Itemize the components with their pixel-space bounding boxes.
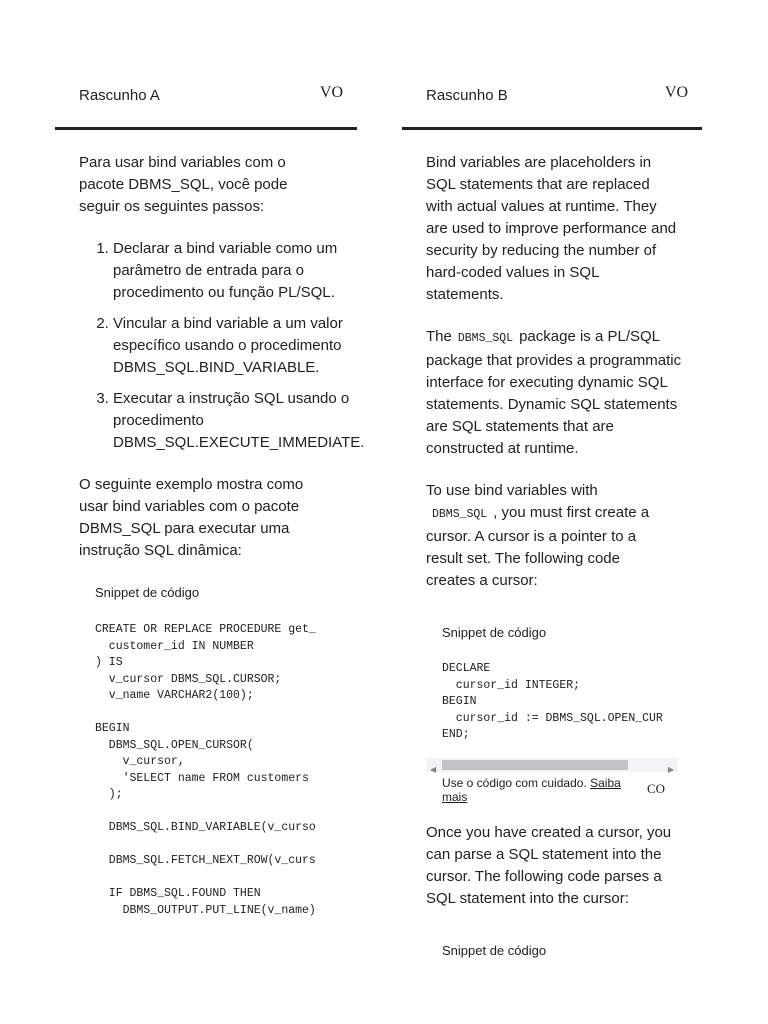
step-item: 2. Vincular a bind variable a um valor específico usando o procedimento DBMS_SQL.BIND_VARIABLE.	[113, 313, 343, 379]
draft-b-snippet-label: Snippet de código	[442, 625, 547, 640]
para3-suffix: , you must first create a cursor. A cursor is a pointer to a result set. The following code creates a cursor:	[426, 504, 650, 589]
code-horizontal-scrollbar[interactable]	[426, 758, 678, 772]
draft-b-code-block: DECLARE cursor_id INTEGER; BEGIN cursor_id := DBMS_SQL.OPEN_CUR END;	[442, 662, 663, 741]
copy-code-button[interactable]: CO	[647, 780, 666, 796]
draft-a-intro: Para usar bind variables com o pacote DBMS_SQL, você pode seguir os seguintes passos:	[79, 154, 288, 215]
draft-b-tag: VO	[664, 84, 688, 101]
scroll-right-icon[interactable]: ▶	[667, 764, 674, 774]
draft-a-content	[79, 152, 365, 919]
para2-suffix: package is a PL/SQL package that provides a programmatic interface for executing dynamic SQL statements. Dynamic SQL statements are SQL statements that are constructed at runtime.	[426, 328, 682, 457]
para2-prefix: The	[426, 328, 452, 345]
draft-b-title: Rascunho B	[426, 87, 508, 104]
inline-code: DBMS_SQL	[432, 508, 488, 521]
draft-b-para1: Bind variables are placeholders in SQL statements that are replaced with actual values at runtime. They are used to improve performance and security by reducing the number of hard-coded values in SQL statements.	[426, 154, 677, 303]
draft-a-tag: VO	[319, 84, 343, 101]
draft-a-steps	[79, 238, 365, 454]
draft-a-code-block: CREATE OR REPLACE PROCEDURE get_ customer_id IN NUMBER ) IS v_cursor DBMS_SQL.CURSOR; v_name VARCHAR2(100); BEGIN DBMS_SQL.OPEN_CURSOR( v_cursor, 'SELECT name FROM customers ); DBMS_SQL.BIND_VARIABLE(v_curso DBMS_SQL.FETCH_NEXT_ROW(v_curs IF DBMS_SQL.FOUND THEN DBMS_OUTPUT.PUT_LINE(v_name)	[95, 623, 316, 917]
draft-b-snippet-label-2: Snippet de código	[442, 942, 547, 958]
draft-a-example-intro: O seguinte exemplo mostra como usar bind variables com o pacote DBMS_SQL para executar uma instrução SQL dinâmica:	[79, 476, 304, 559]
caution-label: Use o código com cuidado.	[442, 775, 587, 790]
draft-b-para4: Once you have created a cursor, you can parse a SQL statement into the cursor. The following code parses a SQL statement into the cursor:	[426, 823, 672, 907]
scroll-left-icon[interactable]: ◀	[430, 764, 437, 774]
code-caution-row	[442, 776, 702, 804]
step-item: 1. Declarar a bind variable como um parâmetro de entrada para o procedimento ou função PL/SQL.	[113, 238, 343, 304]
learn-more-link[interactable]: Saiba mais	[442, 775, 621, 804]
draft-b-header[interactable]	[426, 86, 702, 106]
draft-a-header[interactable]	[79, 86, 357, 106]
inline-code: DBMS_SQL	[457, 332, 514, 345]
draft-b-para2	[426, 326, 682, 460]
draft-b-para3	[426, 480, 666, 592]
scroll-thumb[interactable]	[442, 760, 628, 770]
para3-prefix: To use bind variables with	[426, 482, 598, 499]
draft-b-selected-underline	[402, 127, 702, 130]
draft-a-snippet-label: Snippet de código	[95, 585, 200, 600]
step-item: 3. Executar a instrução SQL usando o procedimento DBMS_SQL.EXECUTE_IMMEDIATE.	[113, 388, 375, 454]
draft-a-title: Rascunho A	[79, 87, 160, 104]
draft-b-content	[426, 152, 702, 962]
draft-a-selected-underline	[55, 127, 357, 130]
code-caution-text	[442, 776, 626, 804]
